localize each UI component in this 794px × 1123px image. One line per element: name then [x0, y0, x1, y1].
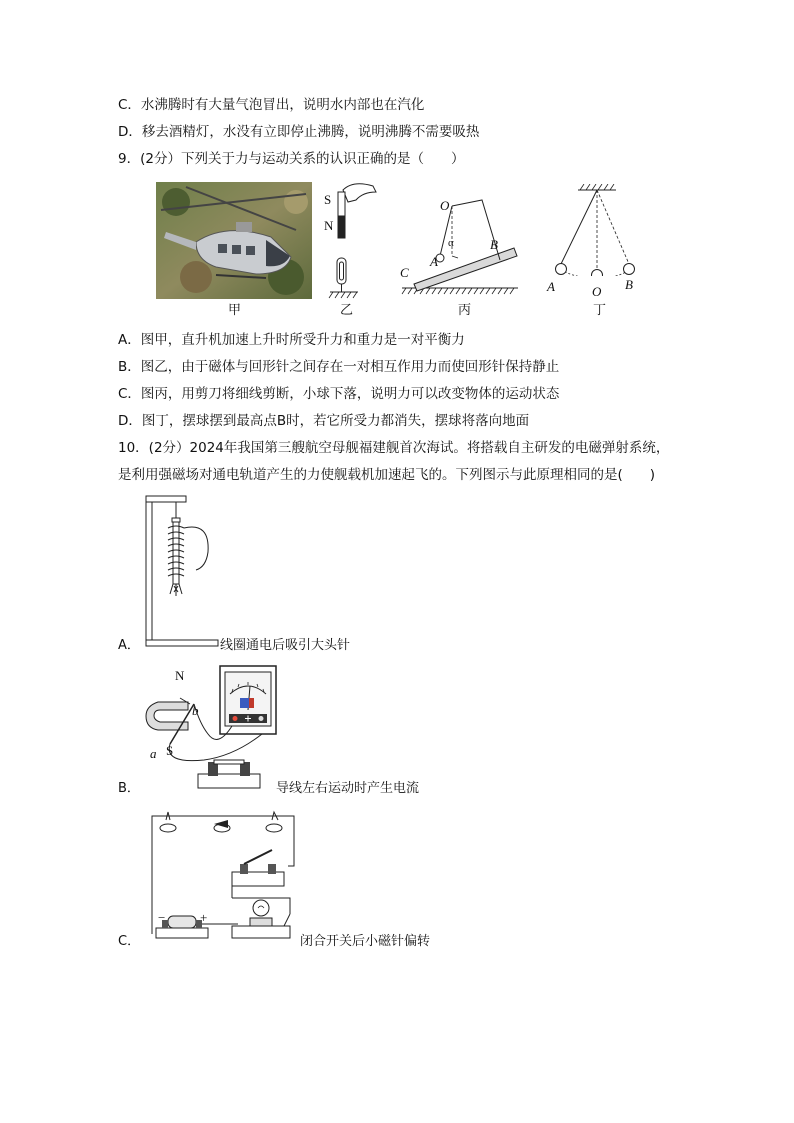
wire-end-b: b [192, 703, 199, 718]
q10-option-a-label: A． [118, 638, 140, 653]
wire-end-a: a [150, 746, 157, 761]
q9-option-c: C．图丙，用剪刀将细线剪断，小球下落，说明力可以改变物体的运动状态 [118, 386, 560, 402]
pendulum-label-a: A [547, 279, 555, 294]
q9-option-a: A．图甲，直升机加速上升时所受升力和重力是一对平衡力 [118, 332, 465, 348]
magnet-pole-s: S [166, 743, 174, 758]
incline-ball-figure [396, 190, 522, 298]
q10-stem-line2: 是利用强磁场对通电轨道产生的力使舰载机加速起飞的。下列图示与此原理相同的是( ) [118, 467, 656, 483]
q10-option-b-caption: 导线左右运动时产生电流 [276, 781, 420, 796]
incline-label-alpha: α [448, 237, 454, 249]
q10-option-c-label: C． [118, 934, 141, 949]
battery-plus-sign: + [200, 910, 208, 925]
generator-experiment-figure [144, 664, 280, 792]
incline-label-o: O [440, 198, 450, 213]
q9-option-d: D．图丁，摆球摆到最高点B时，若它所受力都消失，摆球将落向地面 [118, 413, 530, 429]
q8-option-c: C．水沸腾时有大量气泡冒出，说明水内部也在汽化 [118, 97, 425, 113]
figure-caption-yi: 乙 [340, 303, 354, 318]
figure-caption-ding: 丁 [593, 303, 607, 318]
electromagnet-stand-figure [140, 492, 220, 650]
helicopter-photo [156, 182, 312, 299]
q9-option-b: B．图乙，由于磁体与回形针之间存在一对相互作用力而使回形针保持静止 [118, 359, 560, 375]
pendulum-label-o: O [592, 284, 602, 299]
incline-label-c: C [400, 265, 409, 280]
figure-caption-jia: 甲 [228, 303, 242, 318]
magnet-pole-n: N [175, 668, 185, 683]
q9-stem: 9．(2分）下列关于力与运动关系的认识正确的是（ ） [118, 151, 465, 167]
oersted-circuit-figure [146, 810, 298, 944]
q10-option-b-label: B． [118, 781, 140, 796]
q10-option-a-caption: 线圈通电后吸引大头针 [220, 638, 351, 653]
figure-caption-bing: 丙 [458, 303, 472, 318]
pendulum-figure [540, 184, 644, 276]
magnet-label-s: S [324, 192, 332, 207]
magnet-label-n: N [324, 218, 334, 233]
pendulum-label-b: B [625, 277, 633, 292]
q10-option-c-caption: 闭合开关后小磁针偏转 [300, 934, 431, 949]
incline-label-a: A [430, 254, 438, 269]
q8-option-d: D．移去酒精灯，水没有立即停止沸腾，说明沸腾不需要吸热 [118, 124, 480, 140]
incline-label-b: B [490, 237, 498, 252]
q10-stem-line1: 10．(2分）2024年我国第三艘航空母舰福建舰首次海试。将搭载自主研发的电磁弹射系统， [118, 440, 670, 456]
battery-minus-sign: − [158, 910, 166, 925]
